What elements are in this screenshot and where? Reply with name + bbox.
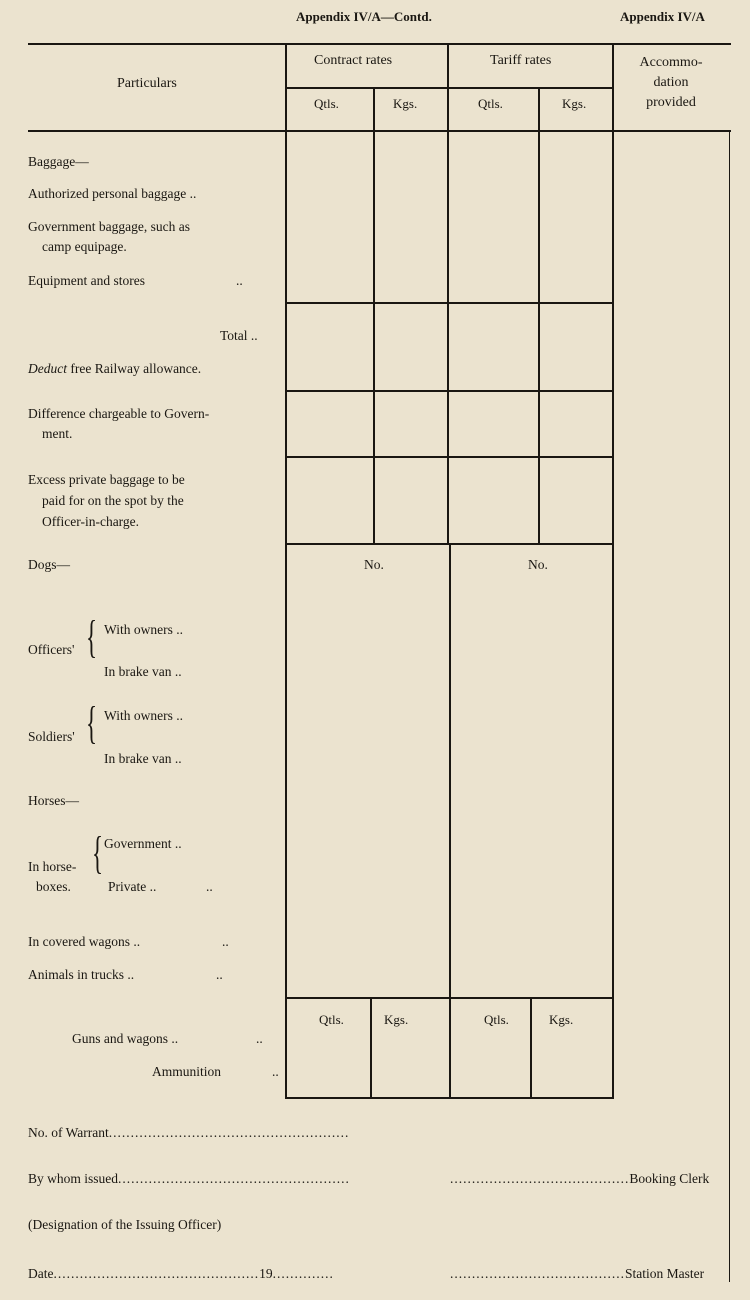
- station-master-field: ........................................Station Master: [450, 1266, 705, 1281]
- in-horse-label: In horse-: [28, 859, 77, 874]
- excess-label-3: Officer-in-charge.: [42, 514, 140, 529]
- deduct-allowance-label: Deduct free Railway allowance.: [28, 361, 202, 376]
- header-bottom-rule: [28, 130, 731, 132]
- tariff-qtls-heading: Qtls.: [478, 96, 503, 111]
- equipment-stores-dots: ..: [236, 273, 243, 288]
- right-margin-rule: [729, 130, 730, 1282]
- guns-contract-kgs-heading: Kgs.: [384, 1012, 409, 1027]
- officers-in-brake-van: In brake van ..: [104, 664, 182, 679]
- soldiers-label: Soldiers': [28, 729, 75, 744]
- boxes-label: boxes.: [36, 879, 71, 894]
- booking-clerk-field: .........................................Booking Clerk: [450, 1171, 710, 1186]
- officers-brace: {: [86, 611, 98, 662]
- contract-rates-heading: Contract rates: [314, 53, 393, 68]
- rates-subheader-rule: [285, 87, 613, 89]
- warrant-field: No. of Warrant.......................................................: [28, 1125, 350, 1140]
- tariff-qtls-kgs-divider: [538, 87, 540, 545]
- dogs-heading: Dogs—: [28, 557, 71, 572]
- authorized-baggage-label: Authorized personal baggage ..: [28, 186, 197, 201]
- equipment-stores-label: Equipment and stores: [28, 273, 145, 288]
- appendix-title-left: Appendix IV/A—Contd.: [296, 9, 432, 24]
- covered-wagons-dots: ..: [222, 934, 229, 949]
- animals-trucks-dots: ..: [216, 967, 223, 982]
- difference-label-2: ment.: [42, 426, 73, 441]
- accommodation-heading: Accommo- dation provided: [639, 55, 703, 110]
- horse-private-dots: ..: [206, 879, 213, 894]
- table-top-rule: [28, 43, 731, 45]
- designation-label: (Designation of the Issuing Officer): [28, 1217, 222, 1232]
- contract-tariff-divider: [447, 43, 449, 545]
- baggage-heading: Baggage—: [28, 154, 89, 169]
- excess-label-1: Excess private baggage to be: [28, 472, 185, 487]
- particulars-divider: [285, 43, 287, 1099]
- government-baggage-label-2: camp equipage.: [42, 239, 127, 254]
- contract-qtls-kgs-divider: [373, 87, 375, 545]
- guns-contract-divider: [370, 997, 372, 1099]
- government-baggage-label-1: Government baggage, such as: [28, 219, 190, 234]
- ammunition-dots: ..: [272, 1064, 279, 1079]
- excess-label-2: paid for on the spot by the: [42, 493, 184, 508]
- guns-tariff-kgs-heading: Kgs.: [549, 1012, 574, 1027]
- particulars-heading: Particulars: [117, 76, 177, 91]
- tariff-rates-heading: Tariff rates: [490, 53, 552, 68]
- guns-tariff-qtls-heading: Qtls.: [484, 1012, 509, 1027]
- soldiers-brace: {: [86, 697, 98, 748]
- soldiers-in-brake-van: In brake van ..: [104, 751, 182, 766]
- appendix-title-right: Appendix IV/A: [620, 9, 705, 24]
- issued-by-field: By whom issued.....................................................: [28, 1171, 350, 1186]
- contract-dogs-no: No.: [364, 557, 384, 572]
- guns-tariff-divider: [530, 997, 532, 1099]
- officers-label: Officers': [28, 642, 75, 657]
- contract-qtls-heading: Qtls.: [314, 96, 339, 111]
- tariff-dogs-no: No.: [528, 557, 548, 572]
- tariff-kgs-heading: Kgs.: [562, 96, 587, 111]
- date-field: Date...............................................19..............: [28, 1266, 334, 1281]
- difference-label-1: Difference chargeable to Govern-: [28, 406, 210, 421]
- dogs-no-divider: [449, 543, 451, 1099]
- guns-contract-qtls-heading: Qtls.: [319, 1012, 344, 1027]
- difference-rule: [285, 456, 613, 458]
- horse-boxes-brace: {: [92, 827, 104, 878]
- guns-wagons-label: Guns and wagons ..: [72, 1031, 179, 1046]
- horses-heading: Horses—: [28, 793, 79, 808]
- horse-government-label: Government ..: [104, 836, 182, 851]
- ammunition-label: Ammunition: [152, 1064, 222, 1079]
- deduct-rule: [285, 390, 613, 392]
- guns-wagons-dots: ..: [256, 1031, 263, 1046]
- covered-wagons-label: In covered wagons ..: [28, 934, 141, 949]
- animals-trucks-label: Animals in trucks ..: [28, 967, 135, 982]
- accommodation-divider: [612, 43, 614, 1099]
- contract-kgs-heading: Kgs.: [393, 96, 418, 111]
- officers-with-owners: With owners ..: [104, 622, 183, 637]
- horse-private-label: Private ..: [108, 879, 157, 894]
- total-label: Total ..: [220, 328, 258, 343]
- total-rule: [285, 302, 613, 304]
- soldiers-with-owners: With owners ..: [104, 708, 183, 723]
